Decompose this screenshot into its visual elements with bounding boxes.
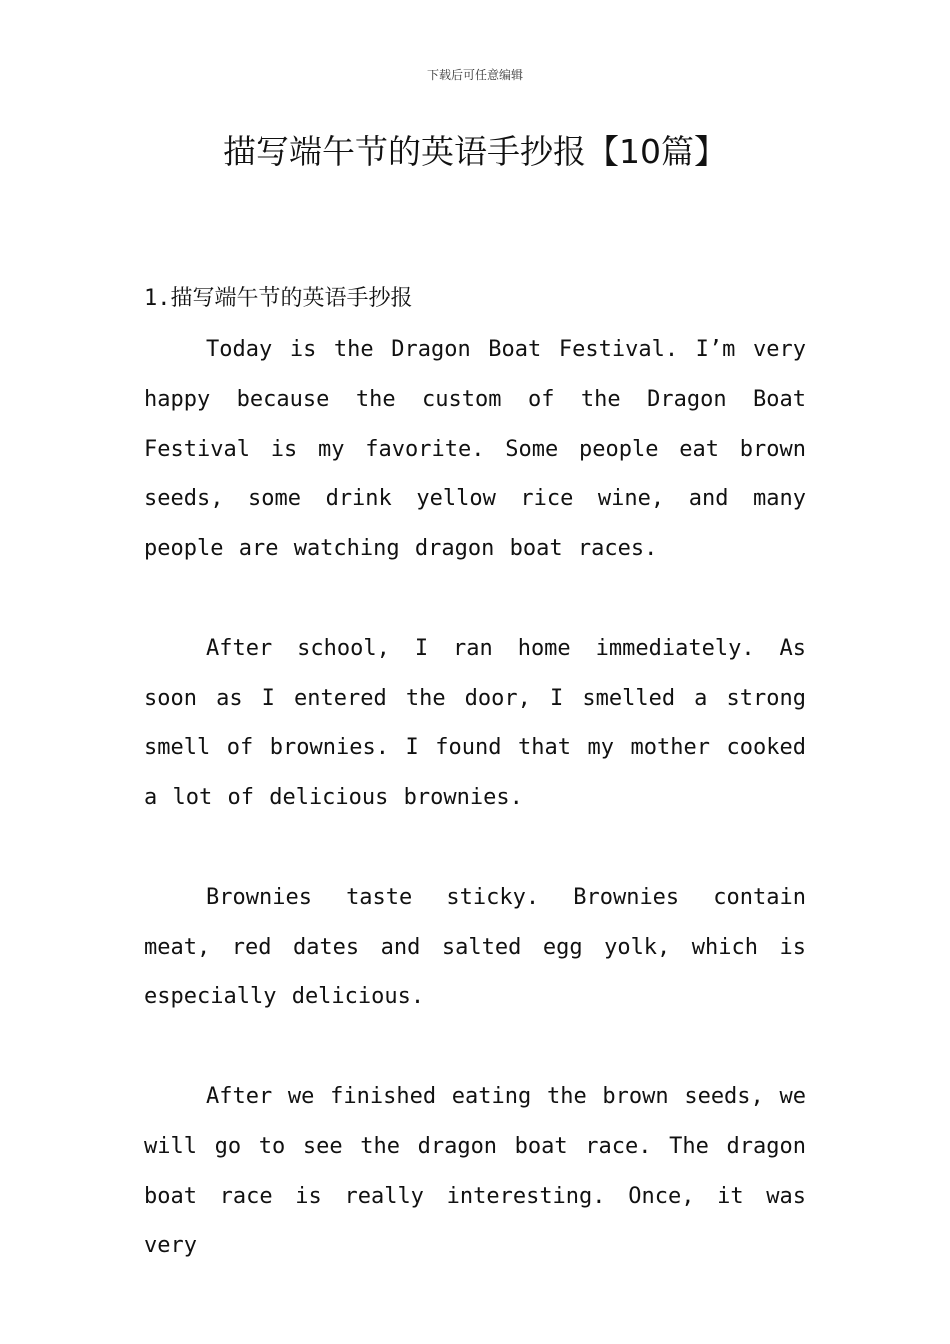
section-heading: 1.描写端午节的英语手抄报 <box>144 286 413 311</box>
paragraph-4: After we finished eating the brown seeds, we will go to see the dragon boat race. The dragon boat race is really interesting. Once, it was very <box>144 1083 806 1259</box>
document-body <box>144 277 806 1321</box>
paragraph-2: After school, I ran home immediately. As soon as I entered the door, I smelled a strong smell of brownies. I found that my mother cooked a lot of delicious brownies. <box>144 635 806 811</box>
header-note: 下载后可任意编辑 <box>426 68 523 82</box>
paragraph-1: Today is the Dragon Boat Festival. I’m very happy because the custom of the Dragon Boat Festival is my favorite. Some people eat brown seeds, some drink yellow rice wine, and many people are watching dragon boat races. <box>144 337 806 562</box>
page-title: 描写端午节的英语手抄报【10篇】 <box>223 132 727 171</box>
paragraph-3: Brownies taste sticky. Brownies contain meat, red dates and salted egg yolk, which is especially delicious. <box>144 884 806 1010</box>
